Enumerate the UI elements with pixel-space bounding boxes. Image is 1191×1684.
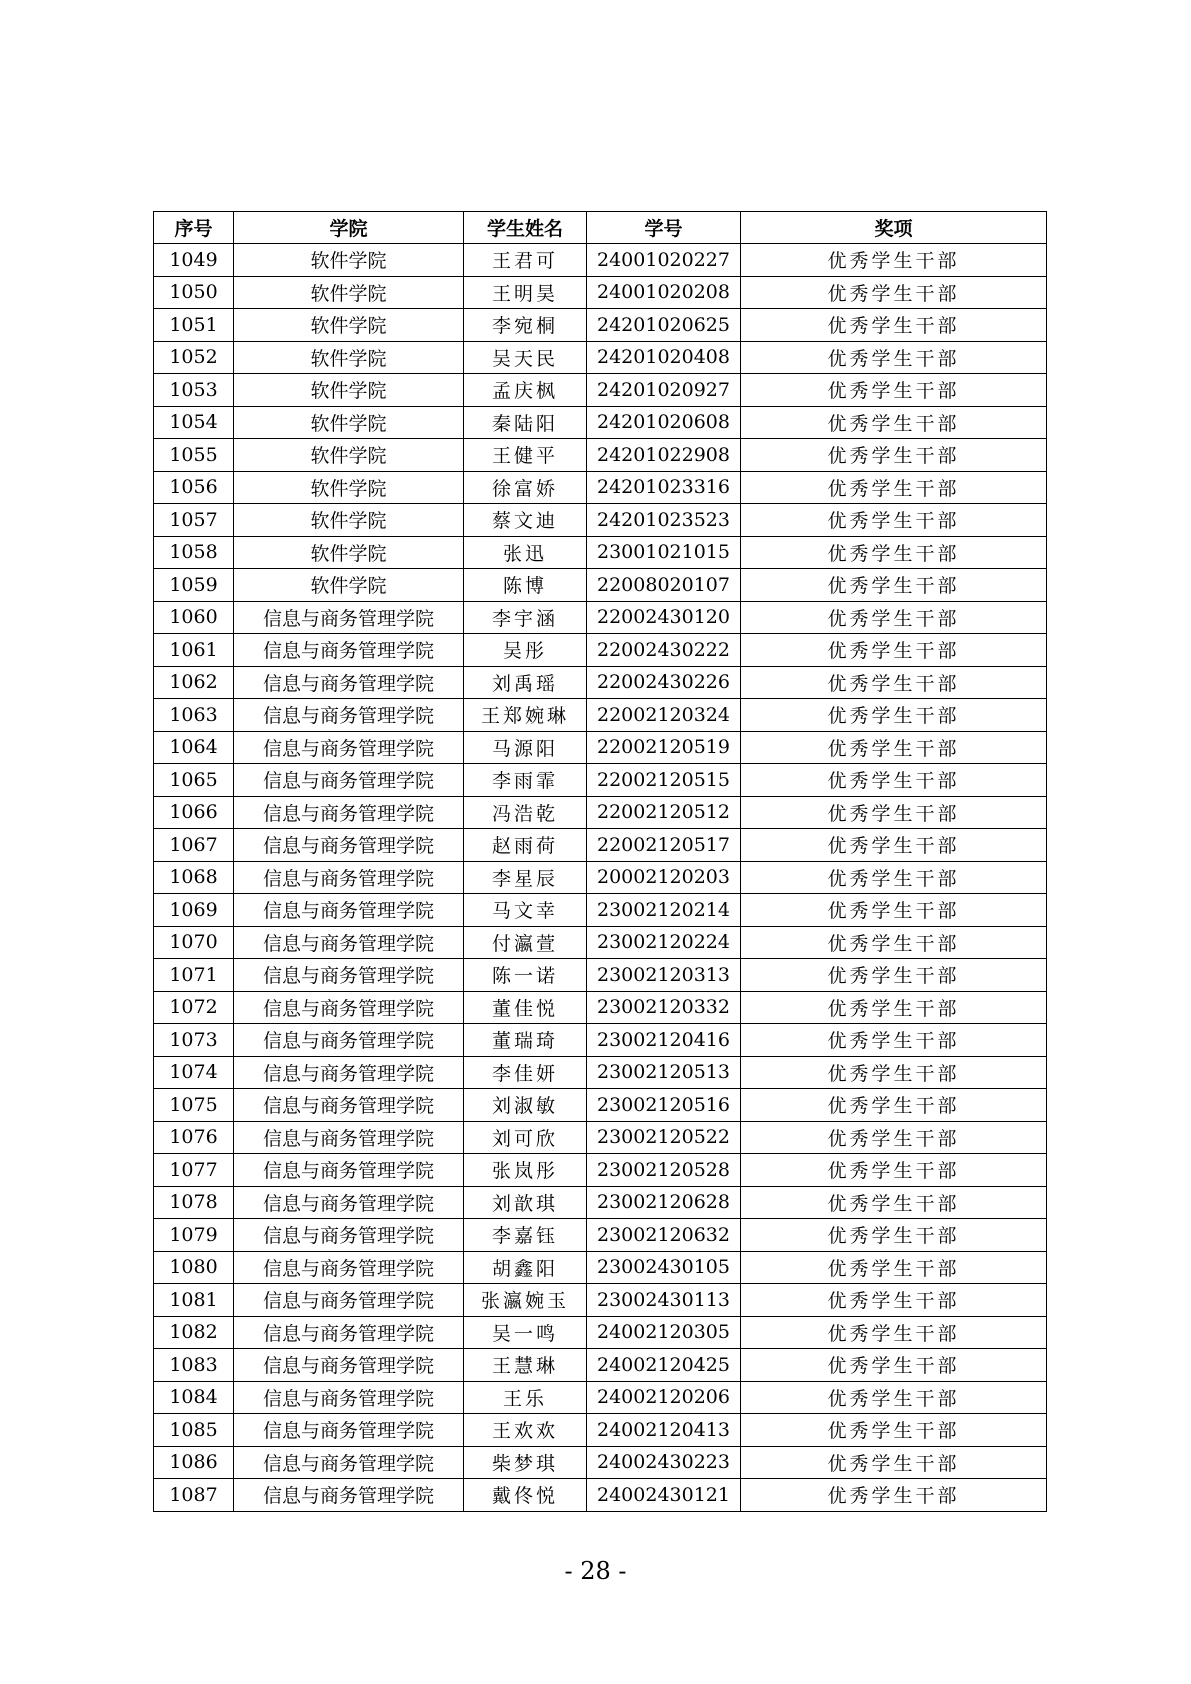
cell-student-id: 22002120517 — [587, 829, 741, 862]
table-header-row — [154, 212, 1047, 244]
cell-student-name: 董瑞琦 — [464, 1024, 587, 1057]
cell-award: 优秀学生干部 — [741, 1089, 1047, 1122]
cell-student-name: 李宇涵 — [464, 601, 587, 634]
cell-student-id: 22002430120 — [587, 601, 741, 634]
cell-student-name: 李雨霏 — [464, 764, 587, 797]
header-serial-number: 序号 — [154, 212, 234, 244]
cell-serial-number: 1073 — [154, 1024, 234, 1057]
cell-college: 信息与商务管理学院 — [234, 1024, 464, 1057]
cell-award: 优秀学生干部 — [741, 374, 1047, 407]
cell-student-name: 胡鑫阳 — [464, 1251, 587, 1284]
cell-serial-number: 1080 — [154, 1251, 234, 1284]
cell-student-id: 24002120305 — [587, 1316, 741, 1349]
cell-college: 信息与商务管理学院 — [234, 1089, 464, 1122]
table-row — [154, 341, 1047, 374]
cell-award: 优秀学生干部 — [741, 569, 1047, 602]
cell-student-name: 王乐 — [464, 1381, 587, 1414]
cell-serial-number: 1054 — [154, 406, 234, 439]
table-row — [154, 634, 1047, 667]
cell-student-name: 赵雨荷 — [464, 829, 587, 862]
cell-award: 优秀学生干部 — [741, 406, 1047, 439]
cell-student-id: 24201023523 — [587, 504, 741, 537]
table-row — [154, 894, 1047, 927]
cell-college: 信息与商务管理学院 — [234, 861, 464, 894]
cell-student-id: 23002120214 — [587, 894, 741, 927]
table-row — [154, 1381, 1047, 1414]
cell-student-name: 刘禹瑶 — [464, 666, 587, 699]
table-row — [154, 244, 1047, 277]
cell-serial-number: 1074 — [154, 1056, 234, 1089]
cell-student-id: 24201020927 — [587, 374, 741, 407]
cell-student-id: 22002430226 — [587, 666, 741, 699]
cell-student-id: 23002120522 — [587, 1121, 741, 1154]
cell-serial-number: 1075 — [154, 1089, 234, 1122]
cell-serial-number: 1078 — [154, 1186, 234, 1219]
cell-student-name: 张迅 — [464, 536, 587, 569]
table-row — [154, 1349, 1047, 1382]
cell-student-name: 董佳悦 — [464, 991, 587, 1024]
cell-college: 软件学院 — [234, 276, 464, 309]
table-row — [154, 796, 1047, 829]
cell-award: 优秀学生干部 — [741, 1121, 1047, 1154]
table-row — [154, 1251, 1047, 1284]
cell-serial-number: 1063 — [154, 699, 234, 732]
cell-college: 信息与商务管理学院 — [234, 764, 464, 797]
cell-college: 信息与商务管理学院 — [234, 1446, 464, 1479]
cell-student-id: 24001020208 — [587, 276, 741, 309]
cell-serial-number: 1068 — [154, 861, 234, 894]
table-row — [154, 1316, 1047, 1349]
cell-award: 优秀学生干部 — [741, 1381, 1047, 1414]
cell-award: 优秀学生干部 — [741, 991, 1047, 1024]
cell-student-name: 陈博 — [464, 569, 587, 602]
cell-college: 信息与商务管理学院 — [234, 1479, 464, 1512]
cell-serial-number: 1065 — [154, 764, 234, 797]
table-row — [154, 1089, 1047, 1122]
cell-college: 信息与商务管理学院 — [234, 666, 464, 699]
cell-award: 优秀学生干部 — [741, 341, 1047, 374]
cell-serial-number: 1071 — [154, 959, 234, 992]
table-row — [154, 1479, 1047, 1512]
table-row — [154, 926, 1047, 959]
cell-serial-number: 1056 — [154, 471, 234, 504]
cell-award: 优秀学生干部 — [741, 829, 1047, 862]
cell-student-name: 吴彤 — [464, 634, 587, 667]
cell-college: 软件学院 — [234, 341, 464, 374]
cell-student-name: 张瀛婉玉 — [464, 1284, 587, 1317]
header-award: 奖项 — [741, 212, 1047, 244]
cell-award: 优秀学生干部 — [741, 244, 1047, 277]
cell-college: 信息与商务管理学院 — [234, 926, 464, 959]
cell-student-id: 24201023316 — [587, 471, 741, 504]
cell-college: 信息与商务管理学院 — [234, 731, 464, 764]
table-row — [154, 439, 1047, 472]
cell-student-name: 王明昊 — [464, 276, 587, 309]
cell-student-name: 王郑婉琳 — [464, 699, 587, 732]
cell-college: 软件学院 — [234, 504, 464, 537]
cell-college: 信息与商务管理学院 — [234, 1056, 464, 1089]
cell-student-id: 24201020608 — [587, 406, 741, 439]
cell-student-id: 23002120632 — [587, 1219, 741, 1252]
cell-student-id: 24001020227 — [587, 244, 741, 277]
cell-award: 优秀学生干部 — [741, 1186, 1047, 1219]
cell-student-id: 23002120313 — [587, 959, 741, 992]
cell-student-name: 戴佟悦 — [464, 1479, 587, 1512]
cell-award: 优秀学生干部 — [741, 861, 1047, 894]
cell-student-name: 王健平 — [464, 439, 587, 472]
header-student-id: 学号 — [587, 212, 741, 244]
table-row — [154, 536, 1047, 569]
table-row — [154, 601, 1047, 634]
cell-college: 信息与商务管理学院 — [234, 699, 464, 732]
cell-award: 优秀学生干部 — [741, 439, 1047, 472]
cell-award: 优秀学生干部 — [741, 504, 1047, 537]
cell-student-id: 22002120519 — [587, 731, 741, 764]
cell-award: 优秀学生干部 — [741, 471, 1047, 504]
cell-award: 优秀学生干部 — [741, 699, 1047, 732]
cell-serial-number: 1079 — [154, 1219, 234, 1252]
cell-student-name: 王慧琳 — [464, 1349, 587, 1382]
table-row — [154, 1186, 1047, 1219]
cell-serial-number: 1049 — [154, 244, 234, 277]
cell-college: 信息与商务管理学院 — [234, 1186, 464, 1219]
cell-student-id: 23002120516 — [587, 1089, 741, 1122]
cell-award: 优秀学生干部 — [741, 276, 1047, 309]
table-row — [154, 959, 1047, 992]
cell-student-id: 22008020107 — [587, 569, 741, 602]
cell-award: 优秀学生干部 — [741, 634, 1047, 667]
cell-award: 优秀学生干部 — [741, 536, 1047, 569]
cell-award: 优秀学生干部 — [741, 959, 1047, 992]
cell-college: 软件学院 — [234, 309, 464, 342]
cell-college: 信息与商务管理学院 — [234, 1349, 464, 1382]
cell-student-name: 刘歆琪 — [464, 1186, 587, 1219]
table-row — [154, 504, 1047, 537]
cell-serial-number: 1081 — [154, 1284, 234, 1317]
cell-serial-number: 1058 — [154, 536, 234, 569]
table-row — [154, 1284, 1047, 1317]
cell-student-name: 李嘉钰 — [464, 1219, 587, 1252]
cell-student-name: 李星辰 — [464, 861, 587, 894]
cell-college: 信息与商务管理学院 — [234, 829, 464, 862]
cell-award: 优秀学生干部 — [741, 1056, 1047, 1089]
cell-serial-number: 1070 — [154, 926, 234, 959]
cell-serial-number: 1059 — [154, 569, 234, 602]
cell-student-id: 24002120425 — [587, 1349, 741, 1382]
cell-award: 优秀学生干部 — [741, 1414, 1047, 1447]
cell-student-name: 蔡文迪 — [464, 504, 587, 537]
table-row — [154, 666, 1047, 699]
table-row — [154, 1446, 1047, 1479]
cell-award: 优秀学生干部 — [741, 764, 1047, 797]
cell-student-id: 22002120512 — [587, 796, 741, 829]
cell-college: 软件学院 — [234, 406, 464, 439]
cell-award: 优秀学生干部 — [741, 1219, 1047, 1252]
cell-serial-number: 1060 — [154, 601, 234, 634]
cell-serial-number: 1077 — [154, 1154, 234, 1187]
cell-student-id: 23002430113 — [587, 1284, 741, 1317]
cell-student-name: 徐富娇 — [464, 471, 587, 504]
cell-award: 优秀学生干部 — [741, 1284, 1047, 1317]
cell-college: 信息与商务管理学院 — [234, 1219, 464, 1252]
cell-award: 优秀学生干部 — [741, 1479, 1047, 1512]
cell-serial-number: 1067 — [154, 829, 234, 862]
cell-serial-number: 1055 — [154, 439, 234, 472]
cell-student-id: 22002120515 — [587, 764, 741, 797]
cell-student-id: 23002120416 — [587, 1024, 741, 1057]
cell-student-id: 24201020625 — [587, 309, 741, 342]
cell-serial-number: 1086 — [154, 1446, 234, 1479]
cell-college: 软件学院 — [234, 244, 464, 277]
cell-college: 信息与商务管理学院 — [234, 601, 464, 634]
cell-serial-number: 1069 — [154, 894, 234, 927]
table-row — [154, 731, 1047, 764]
cell-serial-number: 1085 — [154, 1414, 234, 1447]
cell-student-name: 冯浩乾 — [464, 796, 587, 829]
cell-college: 信息与商务管理学院 — [234, 959, 464, 992]
cell-student-name: 孟庆枫 — [464, 374, 587, 407]
cell-college: 信息与商务管理学院 — [234, 1154, 464, 1187]
table-row — [154, 1154, 1047, 1187]
cell-student-id: 22002120324 — [587, 699, 741, 732]
cell-student-id: 24002430121 — [587, 1479, 741, 1512]
cell-student-name: 吴天民 — [464, 341, 587, 374]
cell-serial-number: 1053 — [154, 374, 234, 407]
cell-award: 优秀学生干部 — [741, 1251, 1047, 1284]
cell-student-name: 秦陆阳 — [464, 406, 587, 439]
cell-award: 优秀学生干部 — [741, 926, 1047, 959]
cell-college: 信息与商务管理学院 — [234, 894, 464, 927]
table-row — [154, 276, 1047, 309]
cell-student-id: 23002120528 — [587, 1154, 741, 1187]
cell-serial-number: 1064 — [154, 731, 234, 764]
cell-student-name: 李宛桐 — [464, 309, 587, 342]
cell-student-name: 陈一诺 — [464, 959, 587, 992]
table-row — [154, 471, 1047, 504]
cell-college: 软件学院 — [234, 569, 464, 602]
cell-student-id: 24201022908 — [587, 439, 741, 472]
cell-college: 信息与商务管理学院 — [234, 1381, 464, 1414]
cell-award: 优秀学生干部 — [741, 1349, 1047, 1382]
cell-student-name: 王欢欢 — [464, 1414, 587, 1447]
cell-serial-number: 1057 — [154, 504, 234, 537]
table-body — [154, 244, 1047, 1512]
table-row — [154, 1121, 1047, 1154]
cell-college: 信息与商务管理学院 — [234, 796, 464, 829]
cell-student-name: 吴一鸣 — [464, 1316, 587, 1349]
table-row — [154, 374, 1047, 407]
cell-college: 信息与商务管理学院 — [234, 1316, 464, 1349]
cell-serial-number: 1061 — [154, 634, 234, 667]
cell-college: 软件学院 — [234, 374, 464, 407]
cell-student-id: 24002430223 — [587, 1446, 741, 1479]
cell-student-id: 23002120628 — [587, 1186, 741, 1219]
table-row — [154, 309, 1047, 342]
table-row — [154, 829, 1047, 862]
cell-college: 软件学院 — [234, 536, 464, 569]
cell-student-name: 张岚彤 — [464, 1154, 587, 1187]
cell-award: 优秀学生干部 — [741, 731, 1047, 764]
cell-serial-number: 1066 — [154, 796, 234, 829]
cell-student-name: 柴梦琪 — [464, 1446, 587, 1479]
cell-student-name: 刘淑敏 — [464, 1089, 587, 1122]
cell-serial-number: 1052 — [154, 341, 234, 374]
cell-serial-number: 1084 — [154, 1381, 234, 1414]
table-row — [154, 1024, 1047, 1057]
cell-student-name: 马源阳 — [464, 731, 587, 764]
header-student-name: 学生姓名 — [464, 212, 587, 244]
cell-award: 优秀学生干部 — [741, 1446, 1047, 1479]
cell-student-id: 23001021015 — [587, 536, 741, 569]
cell-award: 优秀学生干部 — [741, 894, 1047, 927]
cell-award: 优秀学生干部 — [741, 666, 1047, 699]
cell-student-id: 24002120413 — [587, 1414, 741, 1447]
cell-student-name: 刘可欣 — [464, 1121, 587, 1154]
cell-student-id: 23002120224 — [587, 926, 741, 959]
table-row — [154, 991, 1047, 1024]
cell-student-name: 王君可 — [464, 244, 587, 277]
cell-serial-number: 1062 — [154, 666, 234, 699]
cell-student-name: 付瀛萱 — [464, 926, 587, 959]
table-row — [154, 861, 1047, 894]
cell-college: 软件学院 — [234, 439, 464, 472]
table-row — [154, 764, 1047, 797]
award-table — [153, 211, 1047, 1512]
cell-serial-number: 1087 — [154, 1479, 234, 1512]
cell-student-id: 20002120203 — [587, 861, 741, 894]
cell-award: 优秀学生干部 — [741, 1316, 1047, 1349]
cell-serial-number: 1051 — [154, 309, 234, 342]
cell-student-id: 22002430222 — [587, 634, 741, 667]
cell-college: 软件学院 — [234, 471, 464, 504]
cell-serial-number: 1072 — [154, 991, 234, 1024]
header-college: 学院 — [234, 212, 464, 244]
table-row — [154, 1414, 1047, 1447]
cell-student-id: 24201020408 — [587, 341, 741, 374]
table-row — [154, 1056, 1047, 1089]
cell-college: 信息与商务管理学院 — [234, 1414, 464, 1447]
cell-student-id: 23002430105 — [587, 1251, 741, 1284]
cell-award: 优秀学生干部 — [741, 1154, 1047, 1187]
cell-serial-number: 1076 — [154, 1121, 234, 1154]
cell-serial-number: 1050 — [154, 276, 234, 309]
table-row — [154, 699, 1047, 732]
table-row — [154, 1219, 1047, 1252]
cell-award: 优秀学生干部 — [741, 601, 1047, 634]
cell-college: 信息与商务管理学院 — [234, 1121, 464, 1154]
table-row — [154, 406, 1047, 439]
cell-student-name: 李佳妍 — [464, 1056, 587, 1089]
page-number: - 28 - — [564, 1557, 627, 1585]
cell-award: 优秀学生干部 — [741, 1024, 1047, 1057]
table-row — [154, 569, 1047, 602]
cell-student-id: 23002120332 — [587, 991, 741, 1024]
cell-college: 信息与商务管理学院 — [234, 1251, 464, 1284]
cell-serial-number: 1083 — [154, 1349, 234, 1382]
cell-student-name: 马文幸 — [464, 894, 587, 927]
cell-serial-number: 1082 — [154, 1316, 234, 1349]
cell-award: 优秀学生干部 — [741, 309, 1047, 342]
cell-college: 信息与商务管理学院 — [234, 1284, 464, 1317]
cell-student-id: 23002120513 — [587, 1056, 741, 1089]
cell-college: 信息与商务管理学院 — [234, 991, 464, 1024]
cell-college: 信息与商务管理学院 — [234, 634, 464, 667]
cell-award: 优秀学生干部 — [741, 796, 1047, 829]
cell-student-id: 24002120206 — [587, 1381, 741, 1414]
